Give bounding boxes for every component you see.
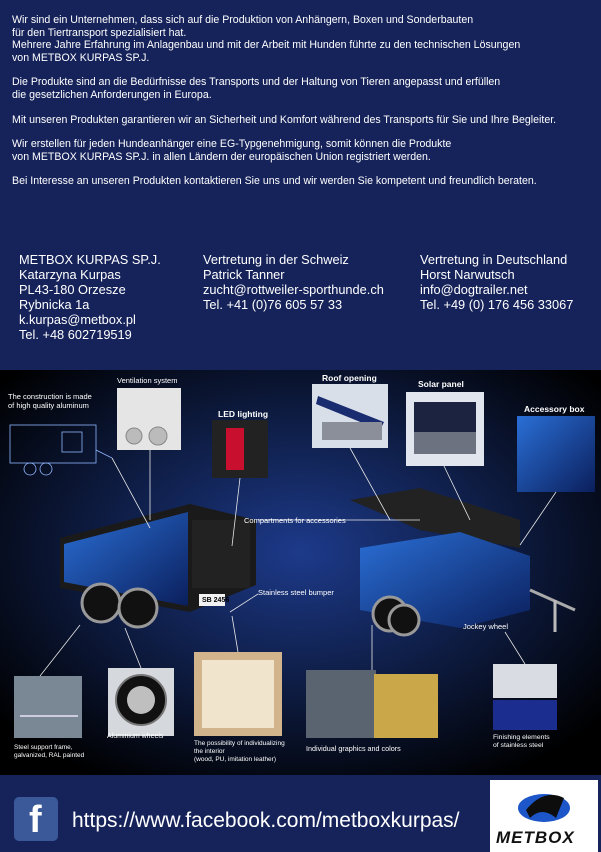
contact-switzerland [203, 252, 384, 312]
contact-person: Patrick Tanner [203, 267, 285, 282]
thumb-finishing [493, 664, 557, 730]
thumb-frame [14, 676, 82, 738]
intro-text [12, 14, 592, 200]
intro-paragraph-3: Mit unseren Produkten garantieren wir an Sicherheit und Komfort während des Transports für Sie und Ihre Begleiter. [12, 113, 557, 126]
label-ventilation: Ventilation system [117, 376, 178, 385]
led-photo [212, 420, 268, 478]
contact-metbox [19, 252, 161, 342]
contact-germany [420, 252, 573, 312]
solar-photo [406, 392, 484, 466]
thumb-graphics [306, 670, 438, 738]
thumb-interior [194, 652, 282, 736]
logo-wordmark: METBOX [496, 828, 575, 847]
license-plate: SB 2456 [202, 597, 230, 604]
label-compartments: Compartments for accessories [244, 516, 346, 525]
label-roof: Roof opening [322, 373, 377, 383]
thumb-wheel [108, 668, 174, 736]
contact-person: Katarzyna Kurpas [19, 267, 121, 282]
label-solar: Solar panel [418, 379, 464, 389]
facebook-icon[interactable] [14, 797, 58, 841]
label-led: LED lighting [218, 409, 269, 419]
contact-street: Rybnicka 1a [19, 297, 90, 312]
accessory-photo [517, 416, 595, 492]
label-jockey: Jockey wheel [463, 622, 509, 631]
facebook-link[interactable]: https://www.facebook.com/metboxkurpas/ [72, 809, 460, 832]
contact-person: Horst Narwutsch [420, 267, 515, 282]
intro-paragraph-2: Die Produkte sind an die Bedürfnisse des Transports und der Haltung von Tieren angepasst und erfüllen die gesetzlichen Anforderungen in Europa. [12, 76, 501, 101]
label-accessory: Accessory box [524, 404, 585, 414]
metbox-logo [490, 780, 598, 852]
contact-email[interactable]: k.kurpas@metbox.pl [19, 312, 136, 327]
intro-paragraph-1: Wir sind ein Unternehmen, dass sich auf die Produktion von Anhängern, Boxen und Sonderbauten für den Tiertransport spezialisiert hat. Mehrere Jahre Erfahrung im Anlagenbau und mit der Arbeit mit Hunden führte zu den technischen Lösungen von METBOX KURPAS SP.J. [12, 14, 521, 64]
facebook-glyph: f [29, 799, 42, 841]
contact-email[interactable]: info@dogtrailer.net [420, 282, 528, 297]
intro-paragraph-4: Wir erstellen für jeden Hundeanhänger eine EG-Typgenehmigung, somit können die Produkte von METBOX KURPAS SP.J. in allen Ländern der europäischen Union registriert werden. [12, 138, 452, 163]
label-finishing: Finishing elements of stainless steel [493, 734, 550, 749]
label-graphics: Individual graphics and colors [306, 744, 401, 753]
label-interior: The possibility of individualizing the interior (wood, PU, imitation leather) [194, 740, 285, 763]
label-bumper: Stainless steel bumper [258, 588, 334, 597]
contact-email[interactable]: zucht@rottweiler-sporthunde.ch [203, 282, 384, 297]
footer [0, 775, 601, 850]
contact-postcode: PL43-180 Orzesze [19, 282, 126, 297]
contact-phone: Tel. +41 (0)76 605 57 33 [203, 297, 343, 312]
contact-company: METBOX KURPAS SP.J. [19, 252, 161, 267]
contact-phone: Tel. +48 602719519 [19, 327, 132, 342]
contact-title: Vertretung in der Schweiz [203, 252, 349, 267]
label-construction: The construction is made of high quality aluminum [8, 392, 92, 410]
label-alu-wheels: Aluminium wheels [107, 733, 164, 740]
showcase-graphic [0, 370, 601, 775]
contact-phone: Tel. +49 (0) 176 456 33067 [420, 297, 574, 312]
logo-mark-icon [490, 780, 598, 828]
roof-photo [312, 384, 388, 448]
product-showcase [0, 370, 601, 775]
label-steel-frame: Steel support frame, galvanized, RAL painted [14, 744, 85, 759]
contact-title: Vertretung in Deutschland [420, 252, 568, 267]
intro-paragraph-5: Bei Interesse an unseren Produkten kontaktieren Sie uns und wir werden Sie kompetent und freundlich beraten. [12, 175, 537, 188]
vent-photo [117, 388, 181, 450]
